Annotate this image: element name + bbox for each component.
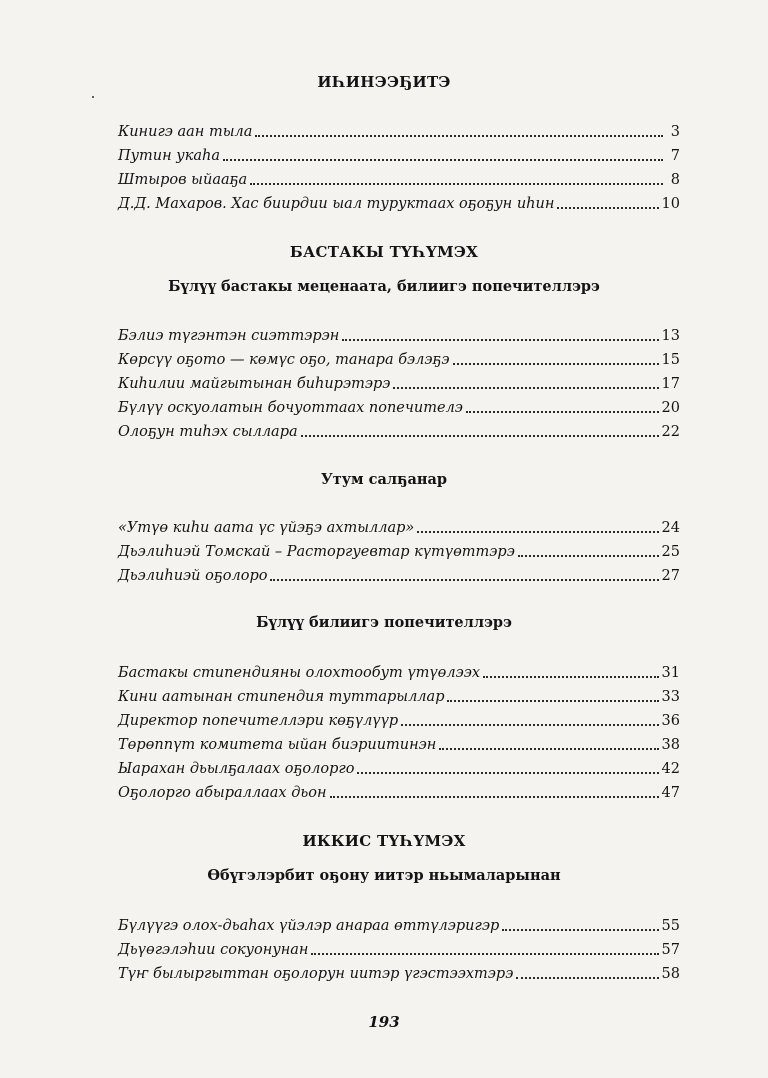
toc-entry-title: «Утүө киһи аата үс үйэҕэ ахтыллар» (118, 520, 415, 536)
toc-entry[interactable] (118, 167, 680, 189)
toc-entry-page: 36 (661, 713, 680, 729)
toc-entry-page: 31 (661, 665, 680, 681)
toc-entry-title: Оҕолорго абыраллаах дьон (118, 785, 327, 801)
leader-dots (223, 158, 663, 161)
section-heading: Бүлүү бастакы меценаата, билиигэ попечителлэрэ (168, 278, 600, 295)
part-heading: ИККИС ТҮҺҮМЭХ (302, 832, 466, 850)
section-heading: Бүлүү билиигэ попечителлэрэ (256, 614, 512, 631)
leader-dots (311, 952, 658, 955)
toc-entry-page: 58 (661, 966, 680, 982)
toc-entry-page: 42 (661, 761, 680, 777)
leader-dots (502, 928, 658, 931)
toc-entry[interactable] (118, 143, 680, 165)
toc-entry-title: Дьэлиһиэй оҕолоро (118, 568, 268, 584)
toc-entry-page: 15 (661, 352, 680, 368)
section-heading: Өбүгэлэрбит оҕону иитэр ньымаларынан (207, 867, 561, 884)
leader-dots (301, 434, 659, 437)
toc-entry-title: Ыарахан дьылҕалаах оҕолорго (118, 761, 355, 777)
toc-entry-title: Бүлүүгэ олох-дьаһах үйэлэр анараа өттүлэригэр (118, 918, 500, 934)
toc-entry-page: 38 (661, 737, 680, 753)
toc-entry-title: Киһилии майгытынан биһирэтэрэ (118, 376, 391, 392)
toc-entry-title: Директор попечителлэри көҕүлүүр (118, 713, 399, 729)
toc-entry[interactable] (118, 708, 680, 730)
leader-dots (483, 675, 658, 678)
toc-entry[interactable] (118, 937, 680, 959)
toc-entry-page: 8 (670, 172, 680, 188)
toc-entry[interactable] (118, 756, 680, 778)
toc-entry-page: 20 (661, 400, 680, 416)
toc-entry-title: Дьүөгэлэһии сокуонунан (118, 942, 309, 958)
toc-entry-page: 3 (670, 124, 680, 140)
toc-entry[interactable] (118, 395, 680, 417)
toc-entry-title: Д.Д. Махаров. Хас биирдии ыал туруктаах оҕоҕун иһин (118, 196, 555, 212)
section-heading: Утум салҕанар (320, 471, 448, 488)
toc-entry-title: Путин укаһа (118, 148, 221, 164)
toc-entry-title: Дьэлиһиэй Томскай – Расторгуевтар күтүөттэрэ (118, 544, 515, 560)
toc-entry-title: Олоҕун тиһэх сыллара (118, 424, 298, 440)
toc-entry[interactable] (118, 732, 680, 754)
toc-entry-page: 13 (661, 328, 680, 344)
leader-dots (447, 699, 658, 702)
leader-dots (393, 386, 658, 389)
toc-entry[interactable] (118, 684, 680, 706)
toc-entry[interactable] (118, 660, 680, 682)
leader-dots (417, 530, 658, 533)
toc-entry-title: Түҥ былыргыттан оҕолорун иитэр үгэстээхтэрэ (118, 966, 514, 982)
toc-entry-page: 33 (661, 689, 680, 705)
leader-dots (516, 976, 658, 979)
toc-entry-page: 10 (661, 196, 680, 212)
toc-entry-page: 27 (661, 568, 680, 584)
toc-entry-page: 22 (661, 424, 680, 440)
toc-entry[interactable] (118, 913, 680, 935)
leader-dots (453, 362, 659, 365)
toc-entry-title: Бүлүү оскуолатын бочуоттаах попечителэ (118, 400, 463, 416)
toc-entry[interactable] (118, 515, 680, 537)
leader-dots (401, 723, 658, 726)
toc-entry[interactable] (118, 961, 680, 983)
leader-dots (342, 338, 658, 341)
leader-dots (557, 206, 658, 209)
toc-entry-title: Бэлиэ түгэнтэн сиэттэрэн (118, 328, 340, 344)
toc-entry-title: Көрсүү оҕото — көмүс оҕо, танара бэлэҕэ (118, 352, 450, 368)
toc-entry-title: Кини аатынан стипендия туттарыллар (118, 689, 445, 705)
toc-entry[interactable] (118, 323, 680, 345)
leader-dots (250, 182, 663, 185)
toc-entry[interactable] (118, 119, 680, 141)
toc-entry-page: 55 (661, 918, 680, 934)
toc-entry-page: 24 (661, 520, 680, 536)
contents-title: ИҺИНЭЭҔИТЭ (317, 73, 451, 91)
toc-entry[interactable] (118, 539, 680, 561)
toc-entry-page: 7 (670, 148, 680, 164)
part-heading: БАСТАКЫ ТҮҺҮМЭХ (289, 243, 479, 261)
toc-entry[interactable] (118, 419, 680, 441)
toc-entry-title: Кинигэ аан тыла (118, 124, 253, 140)
toc-entry-page: 25 (661, 544, 680, 560)
print-speck (92, 96, 94, 98)
leader-dots (255, 134, 663, 137)
toc-entry-page: 57 (661, 942, 680, 958)
leader-dots (270, 578, 658, 581)
toc-entry-title: Штыров ыйааҕа (118, 172, 248, 188)
toc-entry-title: Төрөппүт комитета ыйан биэриитинэн (118, 737, 437, 753)
toc-entry[interactable] (118, 191, 680, 213)
leader-dots (439, 747, 658, 750)
toc-entry[interactable] (118, 347, 680, 369)
toc-entry-title: Бастакы стипендияны олохтообут үтүөлээх (118, 665, 481, 681)
toc-entry[interactable] (118, 371, 680, 393)
leader-dots (466, 410, 659, 413)
leader-dots (357, 771, 658, 774)
leader-dots (518, 554, 659, 557)
toc-entry[interactable] (118, 780, 680, 802)
page-number: 193 (368, 1013, 400, 1031)
toc-entry-page: 17 (661, 376, 680, 392)
leader-dots (330, 795, 659, 798)
toc-entry-page: 47 (661, 785, 680, 801)
toc-entry[interactable] (118, 563, 680, 585)
